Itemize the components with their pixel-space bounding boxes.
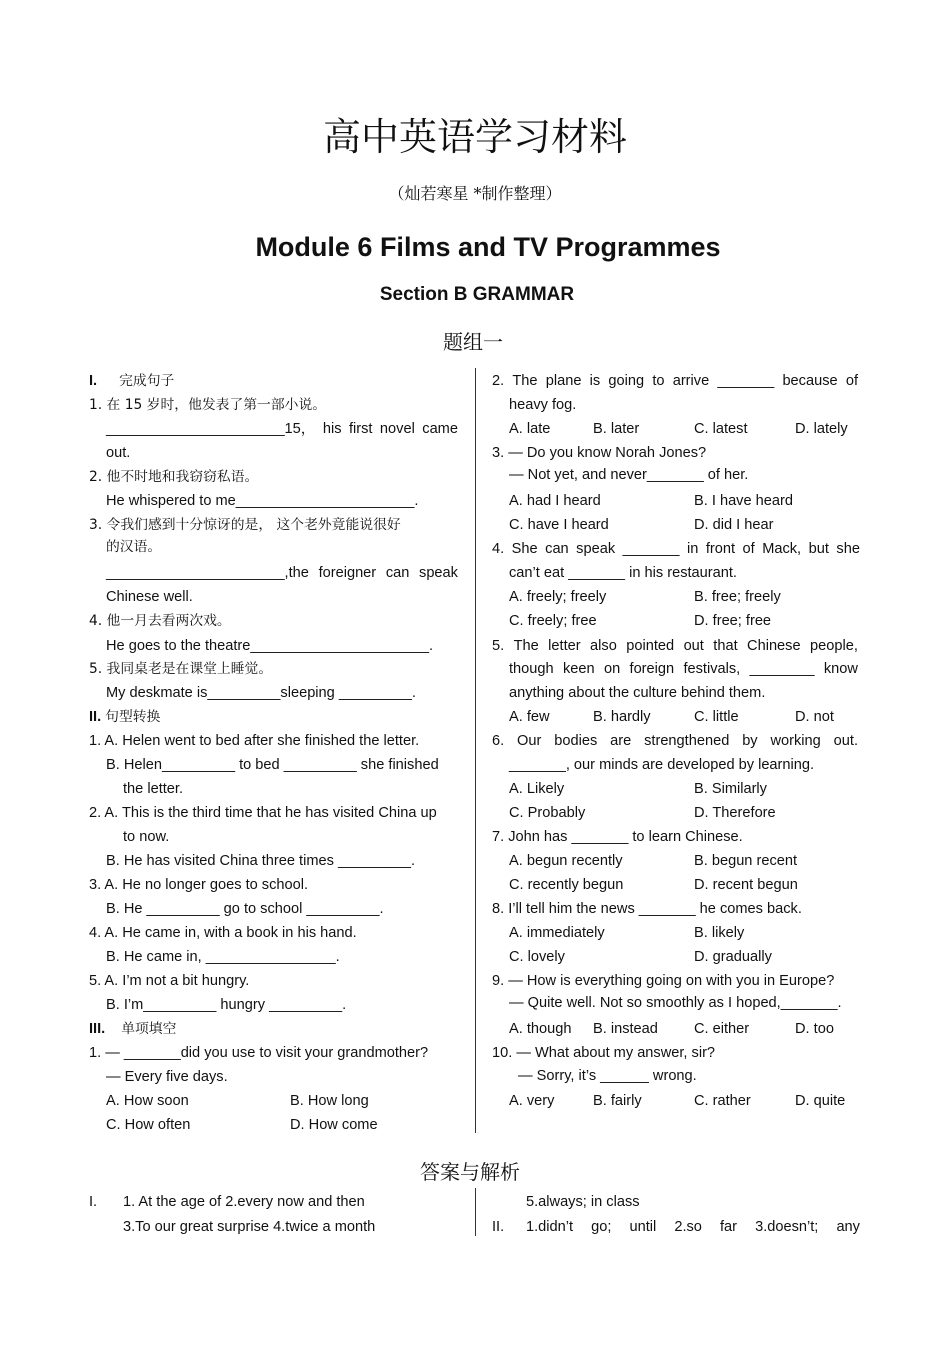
r-q2-option-d: D. lately (795, 421, 848, 437)
word: people, (810, 638, 858, 654)
r-q5-stem-cont-2: anything about the culture behind them. (509, 685, 766, 701)
word: came (422, 421, 458, 437)
r-q7-option-d: D. recent begun (694, 877, 798, 893)
q2-english: He whispered to me______________________. (106, 493, 419, 509)
r-q6-option-a: A. Likely (509, 781, 565, 797)
word: The (512, 373, 538, 389)
part-3-heading (89, 1019, 176, 1039)
answers-part-1-number: I. (89, 1194, 98, 1210)
word: arrive (672, 373, 710, 389)
word: letter (548, 638, 581, 654)
r-q2-stem (492, 371, 858, 391)
word: keen (562, 661, 595, 677)
word: 5. (492, 638, 505, 654)
word: are (610, 733, 632, 749)
word: plane (545, 373, 582, 389)
r-q4-stem (492, 539, 860, 559)
word: by (742, 733, 758, 749)
r-q7-option-c: C. recently begun (509, 877, 624, 893)
t5-b: B. I’m_________ hungry _________. (106, 997, 347, 1013)
r-q6-option-c: C. Probably (509, 805, 586, 821)
q3-english (106, 563, 458, 583)
section-heading: Section B GRAMMAR (379, 284, 575, 305)
r-q2-option-a: A. late (509, 421, 551, 437)
r-q3-option-d: D. did I hear (694, 517, 774, 533)
r-q10-option-a: A. very (509, 1093, 555, 1109)
r-q2-option-b: B. later (593, 421, 640, 437)
t3-b: B. He _________ go to school _________. (106, 901, 384, 917)
group-heading: 题组一 (443, 330, 503, 354)
part-2-heading (89, 707, 160, 727)
word: also (590, 638, 617, 654)
t1-b: B. Helen_________ to bed _________ she finished (106, 757, 439, 773)
r-q3-option-a: A. had I heard (509, 493, 601, 509)
word: going (608, 373, 645, 389)
t2-b: to now. (123, 829, 170, 845)
r-q4-option-a: A. freely; freely (509, 589, 607, 605)
r-q4-option-d: D. free; free (694, 613, 772, 629)
module-heading: Module 6 Films and TV Programmes (255, 232, 721, 262)
word: is (589, 373, 601, 389)
r-q8-stem: 8. I’ll tell him the news _______ he comes back. (492, 901, 802, 917)
q1-chinese: 1. 在 15 岁时，他发表了第一部小说。 (89, 397, 327, 413)
word: to (652, 373, 665, 389)
word: go; (591, 1219, 612, 1235)
word: until (629, 1219, 657, 1235)
r-q2-stem-cont: heavy fog. (509, 397, 577, 413)
word: Our (517, 733, 542, 749)
word: She (511, 541, 538, 557)
r-q10-option-c: C. rather (694, 1093, 751, 1109)
word: his (322, 421, 342, 437)
word: foreign (629, 661, 675, 677)
word: front (705, 541, 736, 557)
word: on (603, 661, 621, 677)
word: of (742, 541, 755, 557)
r-q9-stem: 9. — How is everything going on with you in Europe? (492, 973, 835, 989)
word: Chinese (747, 638, 801, 654)
r-q9-option-b: B. instead (593, 1021, 658, 1037)
t3-a: 3. A. He no longer goes to school. (89, 877, 309, 893)
word: because (782, 373, 838, 389)
r-q7-option-a: A. begun recently (509, 853, 623, 869)
t4-b: B. He came in, ________________. (106, 949, 340, 965)
r-q3-stem: 3. — Do you know Norah Jones? (492, 445, 707, 461)
r-q10-stem: 10. — What about my answer, sir? (492, 1045, 716, 1061)
r-q4-option-c: C. freely; free (509, 613, 597, 629)
column-divider (475, 368, 476, 1133)
t5-a: 5. A. I’m not a bit hungry. (89, 973, 250, 989)
q3-chinese: 3. 令我们感到十分惊讶的是， 这个老外竟能说很好 (89, 517, 401, 533)
word: out. (833, 733, 858, 749)
document-title: 高中英语学习材料 (322, 115, 627, 159)
word: of (845, 373, 858, 389)
answers-line-2: 3.To our great surprise 4.twice a month (123, 1219, 376, 1235)
r-q4-option-b: B. free; freely (694, 589, 781, 605)
part-3-number: III. (89, 1021, 106, 1037)
t1-a: 1. A. Helen went to bed after she finished the letter. (89, 733, 420, 749)
word: festivals, (683, 661, 741, 677)
word: though (509, 661, 554, 677)
word: 2.so (674, 1219, 702, 1235)
r-q9-option-c: C. either (694, 1021, 750, 1037)
r-q7-stem: 7. John has _______ to learn Chinese. (492, 829, 743, 845)
r-q10-option-b: B. fairly (593, 1093, 642, 1109)
r-q10-stem-cont: — Sorry, it’s ______ wrong. (518, 1068, 697, 1084)
word: 6. (492, 733, 505, 749)
word: out (683, 638, 704, 654)
t1-c: the letter. (123, 781, 184, 797)
word: 2. (492, 373, 505, 389)
answers-divider (475, 1188, 476, 1236)
answers-line-4 (526, 1217, 860, 1237)
part-2-number: II. (89, 709, 102, 725)
answers-line-3: 5.always; in class (526, 1194, 640, 1210)
r-q5-option-c: C. little (694, 709, 739, 725)
r-q5-stem (492, 636, 858, 656)
word: in (686, 541, 699, 557)
q3-english-cont: Chinese well. (106, 589, 193, 605)
word: _______ (717, 373, 775, 389)
q3-chinese-cont: 的汉语。 (106, 539, 162, 555)
word: novel (379, 421, 415, 437)
word: speak (419, 565, 458, 581)
word: Mack, (762, 541, 802, 557)
word: foreigner (318, 565, 377, 581)
word: 1.didn’t (526, 1219, 574, 1235)
r-q8-option-b: B. likely (694, 925, 745, 941)
r-q6-stem-cont: _______, our minds are developed by learning. (509, 757, 815, 773)
word: 4. (492, 541, 505, 557)
word: that (713, 638, 738, 654)
word: pointed (626, 638, 675, 654)
r-q4-stem-cont: can’t eat _______ in his restaurant. (509, 565, 737, 581)
r-q10-option-d: D. quite (795, 1093, 846, 1109)
word: ________ (749, 661, 815, 677)
word: working (770, 733, 821, 749)
answers-title: 答案与解析 (420, 1160, 520, 1184)
q1-english-cont: out. (106, 445, 131, 461)
q4-english: He goes to the theatre______________________. (106, 638, 434, 654)
word: 3.doesn’t; (755, 1219, 819, 1235)
word: can (545, 541, 569, 557)
r-q8-option-d: D. gradually (694, 949, 772, 965)
r-q5-stem-cont (509, 659, 858, 679)
t2-a: 2. A. This is the third time that he has visited China up (89, 805, 437, 821)
r-q8-option-c: C. lovely (509, 949, 565, 965)
m1-question: 1. — _______did you use to visit your grandmother? (89, 1045, 429, 1061)
word: can (385, 565, 410, 581)
word: know (823, 661, 858, 677)
part-1-heading (89, 371, 174, 391)
word: speak (576, 541, 616, 557)
word: _______ (622, 541, 680, 557)
r-q9-stem-cont: — Quite well. Not so smoothly as I hoped,_______. (509, 995, 842, 1011)
r-q8-option-a: A. immediately (509, 925, 605, 941)
word: far (719, 1219, 738, 1235)
r-q5-option-a: A. few (509, 709, 550, 725)
document-subtitle: （灿若寒星 *制作整理） (388, 184, 562, 203)
r-q6-option-d: D. Therefore (694, 805, 776, 821)
word: ______________________15， (106, 421, 316, 437)
part-3-title: 单项填空 (121, 1021, 177, 1037)
r-q3-stem-cont: — Not yet, and never_______ of her. (509, 467, 749, 483)
m1-option-d: D. How come (290, 1117, 378, 1133)
m1-answer-line: — Every five days. (106, 1069, 228, 1085)
r-q7-option-b: B. begun recent (694, 853, 798, 869)
part-2-title: 句型转换 (105, 709, 161, 725)
r-q6-option-b: B. Similarly (694, 781, 767, 797)
word: any (836, 1219, 860, 1235)
q4-chinese: 4. 他一月去看两次戏。 (89, 613, 231, 629)
r-q3-option-c: C. have I heard (509, 517, 609, 533)
word: ______________________,the (106, 565, 309, 581)
part-1-number: I. (89, 373, 98, 389)
q2-chinese: 2. 他不时地和我窃窃私语。 (89, 469, 259, 485)
m1-option-c: C. How often (106, 1117, 191, 1133)
q5-chinese: 5. 我同桌老是在课堂上睡觉。 (89, 661, 273, 677)
word: strengthened (644, 733, 730, 749)
word: The (513, 638, 539, 654)
r-q5-option-d: D. not (795, 709, 834, 725)
t4-a: 4. A. He came in, with a book in his hand. (89, 925, 357, 941)
m1-option-b: B. How long (290, 1093, 369, 1109)
m1-option-a: A. How soon (106, 1093, 189, 1109)
q5-english: My deskmate is_________sleeping _________. (106, 685, 416, 701)
r-q5-option-b: B. hardly (593, 709, 651, 725)
part-1-title: 完成句子 (119, 373, 175, 389)
word: first (348, 421, 373, 437)
answers-line-1: 1. At the age of 2.every now and then (123, 1194, 365, 1210)
r-q3-option-b: B. I have heard (694, 493, 793, 509)
r-q9-option-d: D. too (795, 1021, 834, 1037)
answers-part-2-number: II. (492, 1219, 505, 1235)
word: she (836, 541, 860, 557)
r-q9-option-a: A. though (509, 1021, 572, 1037)
q1-english (106, 419, 458, 439)
r-q2-option-c: C. latest (694, 421, 748, 437)
r-q6-stem (492, 731, 858, 751)
t2-c: B. He has visited China three times _________. (106, 853, 416, 869)
word: but (808, 541, 829, 557)
word: bodies (554, 733, 598, 749)
